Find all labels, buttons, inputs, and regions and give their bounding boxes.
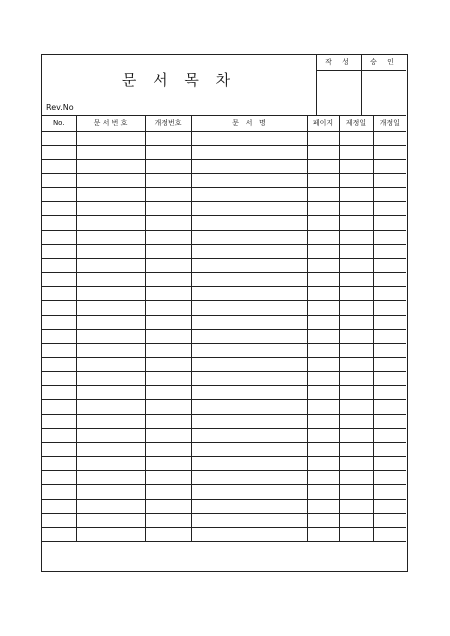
table-cell — [191, 471, 307, 485]
table-row — [42, 131, 406, 145]
table-cell — [42, 442, 76, 456]
table-cell — [42, 386, 76, 400]
table-cell — [373, 244, 406, 258]
table-cell — [307, 471, 339, 485]
table-cell — [373, 216, 406, 230]
table-cell — [42, 343, 76, 357]
table-cell — [145, 315, 191, 329]
table-cell — [373, 513, 406, 527]
table-cell — [145, 343, 191, 357]
table-cell — [145, 513, 191, 527]
table-cell — [76, 442, 145, 456]
table-cell — [339, 471, 373, 485]
table-cell — [145, 471, 191, 485]
table-cell — [145, 457, 191, 471]
table-cell — [307, 301, 339, 315]
table-cell — [191, 258, 307, 272]
table-cell — [145, 145, 191, 159]
table-cell — [339, 428, 373, 442]
table-cell — [373, 159, 406, 173]
table-cell — [191, 414, 307, 428]
table-cell — [307, 457, 339, 471]
document-sheet — [41, 54, 408, 572]
table-row — [42, 230, 406, 244]
table-cell — [191, 527, 307, 541]
table-cell — [76, 301, 145, 315]
table-cell — [373, 202, 406, 216]
table-cell — [191, 485, 307, 499]
table-row — [42, 485, 406, 499]
column-header-revised-date: 개정일 — [373, 116, 406, 131]
table-cell — [76, 343, 145, 357]
table-cell — [307, 400, 339, 414]
written-by-signature-box — [317, 71, 361, 115]
table-cell — [42, 400, 76, 414]
table-cell — [307, 173, 339, 187]
table-cell — [42, 244, 76, 258]
table-cell — [42, 513, 76, 527]
table-cell — [373, 414, 406, 428]
table-row — [42, 499, 406, 513]
table-cell — [307, 145, 339, 159]
table-cell — [373, 315, 406, 329]
table-cell — [191, 287, 307, 301]
table-cell — [191, 499, 307, 513]
table-row — [42, 513, 406, 527]
table-cell — [76, 145, 145, 159]
approved-by-label: 승 인 — [362, 55, 406, 71]
table-cell — [191, 202, 307, 216]
table-cell — [42, 428, 76, 442]
table-cell — [145, 358, 191, 372]
table-cell — [307, 244, 339, 258]
table-cell — [145, 173, 191, 187]
table-cell — [307, 202, 339, 216]
table-cell — [339, 527, 373, 541]
table-cell — [76, 527, 145, 541]
table-cell — [42, 329, 76, 343]
table-row — [42, 527, 406, 541]
table-cell — [307, 442, 339, 456]
table-cell — [145, 216, 191, 230]
table-cell — [42, 230, 76, 244]
table-cell — [42, 159, 76, 173]
table-cell — [76, 414, 145, 428]
table-row — [42, 145, 406, 159]
column-header-established-date: 제정일 — [339, 116, 373, 131]
table-row — [42, 372, 406, 386]
table-cell — [339, 145, 373, 159]
table-cell — [145, 485, 191, 499]
table-cell — [339, 173, 373, 187]
table-cell — [339, 457, 373, 471]
table-cell — [191, 386, 307, 400]
table-cell — [191, 244, 307, 258]
column-header-page: 페이지 — [307, 116, 339, 131]
table-cell — [339, 485, 373, 499]
table-cell — [373, 343, 406, 357]
table-cell — [307, 358, 339, 372]
title-area — [42, 55, 317, 116]
table-cell — [307, 485, 339, 499]
table-cell — [191, 145, 307, 159]
table-cell — [373, 173, 406, 187]
table-cell — [191, 188, 307, 202]
index-table-wrap — [42, 116, 406, 542]
table-cell — [307, 216, 339, 230]
page-title: 문 서 목 차 — [121, 71, 237, 89]
table-cell — [191, 131, 307, 145]
table-row — [42, 273, 406, 287]
table-row — [42, 457, 406, 471]
table-cell — [307, 513, 339, 527]
column-header-revision-number: 개정번호 — [145, 116, 191, 131]
table-cell — [373, 386, 406, 400]
table-cell — [76, 273, 145, 287]
table-row — [42, 428, 406, 442]
document-index-table — [42, 116, 406, 542]
table-cell — [42, 145, 76, 159]
table-cell — [145, 428, 191, 442]
table-cell — [76, 131, 145, 145]
table-cell — [42, 527, 76, 541]
table-cell — [191, 457, 307, 471]
column-header-no: No. — [42, 116, 76, 131]
table-cell — [42, 188, 76, 202]
table-cell — [191, 442, 307, 456]
table-row — [42, 442, 406, 456]
table-cell — [42, 471, 76, 485]
table-cell — [373, 471, 406, 485]
table-row — [42, 287, 406, 301]
table-cell — [76, 244, 145, 258]
table-cell — [145, 159, 191, 173]
table-cell — [339, 188, 373, 202]
table-cell — [145, 287, 191, 301]
table-cell — [42, 202, 76, 216]
table-row — [42, 244, 406, 258]
table-cell — [373, 499, 406, 513]
table-cell — [191, 343, 307, 357]
table-cell — [307, 372, 339, 386]
table-cell — [42, 372, 76, 386]
table-cell — [373, 442, 406, 456]
table-cell — [307, 315, 339, 329]
table-cell — [307, 273, 339, 287]
table-cell — [76, 173, 145, 187]
table-cell — [339, 131, 373, 145]
table-cell — [339, 315, 373, 329]
table-cell — [42, 499, 76, 513]
table-cell — [76, 315, 145, 329]
table-cell — [307, 343, 339, 357]
table-cell — [339, 230, 373, 244]
approval-approved-column — [362, 55, 406, 115]
table-cell — [191, 273, 307, 287]
table-cell — [307, 230, 339, 244]
approval-box — [317, 55, 406, 115]
table-cell — [191, 173, 307, 187]
table-cell — [76, 372, 145, 386]
table-cell — [76, 216, 145, 230]
table-cell — [307, 527, 339, 541]
table-cell — [145, 442, 191, 456]
table-cell — [307, 329, 339, 343]
table-row — [42, 202, 406, 216]
table-cell — [76, 230, 145, 244]
table-cell — [339, 343, 373, 357]
table-cell — [191, 513, 307, 527]
table-cell — [307, 258, 339, 272]
table-cell — [76, 329, 145, 343]
table-cell — [145, 230, 191, 244]
table-cell — [145, 244, 191, 258]
table-row — [42, 301, 406, 315]
table-cell — [307, 499, 339, 513]
table-cell — [307, 428, 339, 442]
table-cell — [307, 386, 339, 400]
table-cell — [373, 188, 406, 202]
table-cell — [76, 457, 145, 471]
table-cell — [145, 273, 191, 287]
table-cell — [373, 258, 406, 272]
table-cell — [373, 145, 406, 159]
table-cell — [76, 485, 145, 499]
approval-written-column — [317, 55, 362, 115]
table-cell — [191, 372, 307, 386]
table-cell — [42, 273, 76, 287]
table-cell — [339, 216, 373, 230]
approved-by-signature-box — [362, 71, 406, 115]
table-row — [42, 159, 406, 173]
table-cell — [76, 358, 145, 372]
table-cell — [307, 414, 339, 428]
table-cell — [373, 329, 406, 343]
table-cell — [145, 414, 191, 428]
table-cell — [339, 400, 373, 414]
table-cell — [76, 428, 145, 442]
table-row — [42, 315, 406, 329]
table-cell — [42, 131, 76, 145]
table-row — [42, 414, 406, 428]
table-cell — [191, 216, 307, 230]
table-row — [42, 386, 406, 400]
table-cell — [42, 457, 76, 471]
table-cell — [145, 400, 191, 414]
table-cell — [373, 131, 406, 145]
table-row — [42, 343, 406, 357]
table-cell — [42, 358, 76, 372]
table-cell — [42, 216, 76, 230]
table-cell — [76, 386, 145, 400]
table-cell — [42, 173, 76, 187]
table-cell — [339, 414, 373, 428]
table-cell — [42, 258, 76, 272]
table-cell — [339, 358, 373, 372]
table-cell — [339, 372, 373, 386]
table-cell — [145, 372, 191, 386]
table-cell — [373, 372, 406, 386]
table-cell — [373, 358, 406, 372]
table-cell — [307, 287, 339, 301]
table-row — [42, 358, 406, 372]
table-cell — [145, 329, 191, 343]
written-by-label: 작 성 — [317, 55, 361, 71]
table-cell — [145, 386, 191, 400]
table-cell — [42, 414, 76, 428]
table-cell — [76, 188, 145, 202]
table-cell — [339, 499, 373, 513]
table-header-row — [42, 116, 406, 131]
table-body — [42, 131, 406, 542]
table-row — [42, 471, 406, 485]
table-cell — [191, 159, 307, 173]
column-header-doc-name: 문 서 명 — [191, 116, 307, 131]
table-cell — [339, 329, 373, 343]
table-cell — [339, 386, 373, 400]
table-cell — [307, 159, 339, 173]
table-cell — [191, 315, 307, 329]
table-cell — [145, 202, 191, 216]
table-cell — [145, 131, 191, 145]
table-cell — [373, 400, 406, 414]
table-cell — [191, 329, 307, 343]
table-cell — [373, 230, 406, 244]
table-cell — [76, 287, 145, 301]
table-cell — [339, 273, 373, 287]
column-header-doc-number: 문 서 번 호 — [76, 116, 145, 131]
table-cell — [76, 400, 145, 414]
table-cell — [191, 428, 307, 442]
table-cell — [373, 527, 406, 541]
table-cell — [339, 258, 373, 272]
table-cell — [339, 442, 373, 456]
table-cell — [76, 159, 145, 173]
table-cell — [145, 527, 191, 541]
table-cell — [339, 159, 373, 173]
table-cell — [191, 230, 307, 244]
table-cell — [373, 301, 406, 315]
table-row — [42, 188, 406, 202]
table-row — [42, 258, 406, 272]
table-cell — [373, 273, 406, 287]
table-cell — [339, 287, 373, 301]
table-cell — [307, 188, 339, 202]
rev-no-label: Rev.No — [46, 103, 74, 112]
table-row — [42, 216, 406, 230]
table-row — [42, 329, 406, 343]
table-cell — [191, 400, 307, 414]
table-cell — [76, 471, 145, 485]
table-cell — [42, 315, 76, 329]
table-cell — [373, 457, 406, 471]
table-cell — [373, 428, 406, 442]
table-cell — [191, 301, 307, 315]
document-header — [42, 55, 406, 116]
table-cell — [42, 485, 76, 499]
table-cell — [145, 499, 191, 513]
table-cell — [339, 202, 373, 216]
table-cell — [145, 301, 191, 315]
table-cell — [307, 131, 339, 145]
table-row — [42, 400, 406, 414]
table-cell — [145, 188, 191, 202]
table-cell — [339, 244, 373, 258]
table-cell — [339, 513, 373, 527]
table-row — [42, 173, 406, 187]
table-cell — [42, 301, 76, 315]
table-cell — [191, 358, 307, 372]
table-cell — [145, 258, 191, 272]
table-cell — [373, 287, 406, 301]
table-cell — [76, 499, 145, 513]
table-cell — [76, 258, 145, 272]
table-cell — [42, 287, 76, 301]
table-cell — [76, 513, 145, 527]
table-cell — [339, 301, 373, 315]
table-cell — [76, 202, 145, 216]
table-cell — [373, 485, 406, 499]
